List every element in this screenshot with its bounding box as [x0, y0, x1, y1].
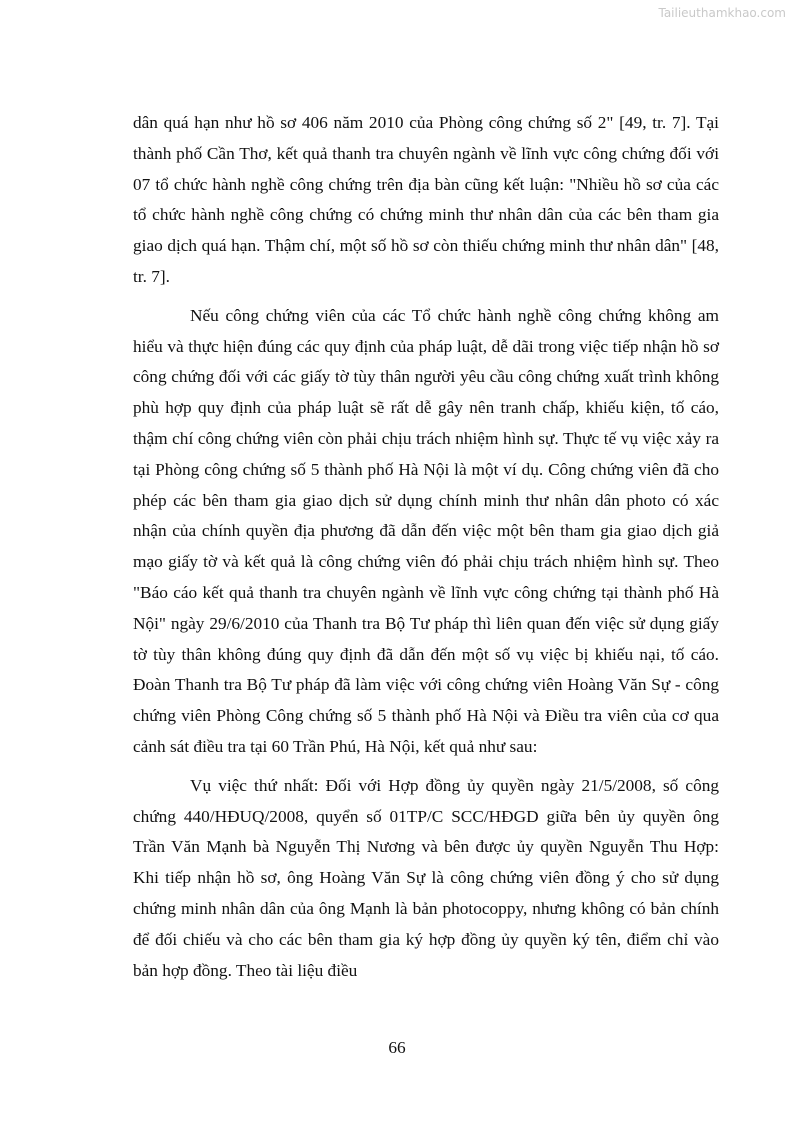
paragraph-continuation: dân quá hạn như hồ sơ 406 năm 2010 của Phòng công chứng số 2" [49, tr. 7]. Tại thành phố Cần Thơ, kết quả thanh tra chuyên ngành về lĩnh vực công chứng đối với 07 tổ chức hành nghề công chứng trên địa bàn cũng kết luận: "Nhiều hồ sơ của các tổ chức hành nghề công chứng có chứng minh thư nhân dân của các bên tham gia giao dịch quá hạn. Thậm chí, một số hồ sơ còn thiếu chứng minh thư nhân dân" [48, tr. 7].	[133, 113, 719, 286]
paragraph-first-case: Vụ việc thứ nhất: Đối với Hợp đồng ủy quyền ngày 21/5/2008, số công chứng 440/HĐUQ/2008, quyển số 01TP/C SCC/HĐGD giữa bên ủy quyền ông Trần Văn Mạnh bà Nguyễn Thị Nương và bên được ủy quyền Nguyễn Thu Hợp: Khi tiếp nhận hồ sơ, ông Hoàng Văn Sự là công chứng viên đồng ý cho sử dụng chứng minh nhân dân của ông Mạnh là bản photocoppy, nhưng không có bản chính để đối chiếu và cho các bên tham gia ký hợp đồng ủy quyền ký tên, điểm chỉ vào bản hợp đồng. Theo tài liệu điều	[133, 775, 719, 980]
watermark: Tailieuthamkhao.com	[658, 6, 786, 20]
paragraph-notary-responsibility: Nếu công chứng viên của các Tổ chức hành nghề công chứng không am hiểu và thực hiện đúng các quy định của pháp luật, dễ dãi trong việc tiếp nhận hồ sơ công chứng đối với các giấy tờ tùy thân người yêu cầu công chứng xuất trình không phù hợp quy định của pháp luật sẽ rất dễ gây nên tranh chấp, khiếu kiện, tố cáo, thậm chí công chứng viên còn phải chịu trách nhiệm hình sự. Thực tế vụ việc xảy ra tại Phòng công chứng số 5 thành phố Hà Nội là một ví dụ. Công chứng viên đã cho phép các bên tham gia giao dịch sử dụng chính minh thư nhân dân photo có xác nhận của chính quyền địa phương đã dẫn đến việc một bên tham gia giao dịch giả mạo giấy tờ và kết quả là công chứng viên đó phải chịu trách nhiệm hình sự. Theo "Báo cáo kết quả thanh tra chuyên ngành về lĩnh vực công chứng tại thành phố Hà Nội" ngày 29/6/2010 của Thanh tra Bộ Tư pháp thì liên quan đến việc sử dụng giấy tờ tùy thân không đúng quy định đã dẫn đến một số vụ việc bị khiếu nại, tố cáo. Đoàn Thanh tra Bộ Tư pháp đã làm việc với công chứng viên Hoàng Văn Sự - công chứng viên Phòng Công chứng số 5 thành phố Hà Nội và Điều tra viên của cơ qua cảnh sát điều tra tại 60 Trần Phú, Hà Nội, kết quả như sau:	[133, 305, 719, 756]
body-text	[133, 108, 719, 994]
page-number: 66	[388, 1038, 406, 1057]
